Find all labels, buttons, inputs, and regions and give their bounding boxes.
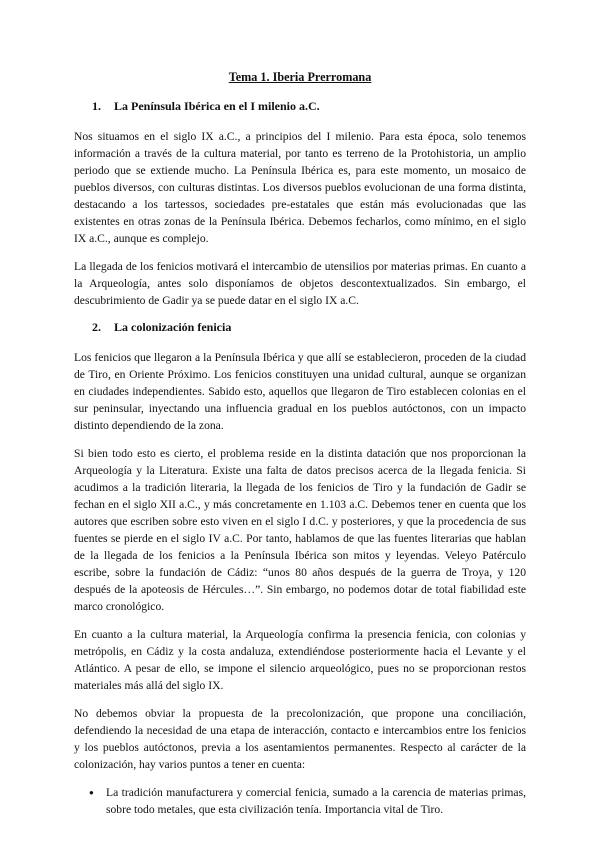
section-heading-text: La colonización fenicia — [114, 320, 232, 334]
paragraph: La llegada de los fenicios motivará el intercambio de utensilios por materias primas. En cuanto a la Arqueología, antes solo disponíamos de objetos descontextualizados. Sin embargo, el descubrimiento de Gadir ya se puede datar en el siglo IX a.C. — [74, 260, 526, 307]
paragraph: No debemos obviar la propuesta de la precolonización, que propone una conciliación, defendiendo la necesidad de una etapa de interacción, contacto e intercambios entre los fenicios y los pueblos autóctonos, previa a los asentamientos permanentes. Respecto al carácter de la colonización, hay varios puntos a tener en cuenta: — [74, 707, 526, 771]
section-heading-text: La Península Ibérica en el I milenio a.C. — [114, 99, 320, 113]
paragraph: Los fenicios que llegaron a la Península Ibérica y que allí se establecieron, proceden de la ciudad de Tiro, en Oriente Próximo. Los fenicios constituyen una unidad cultural, aunque se organizan en ciudades independientes. Sabido esto, aquellos que llegaron de Tiro establecen colonias en el sur peninsular, inyectando una influencia gradual en los pueblos autóctonos, con un impacto distinto dependiendo de la zona. — [74, 351, 526, 432]
paragraph: Si bien todo esto es cierto, el problema reside en la distinta datación que nos proporcionan la Arqueología y la Literatura. Existe una falta de datos precisos acerca de la llegada fenicia. Si acudimos a la tradición literaria, la llegada de los fenicios de Tiro y la fundación de Gadir se fechan en el siglo XII a.C., y más concretamente en 1.103 a.C. Debemos tener en cuenta que los autores que escriben sobre esto viven en el siglo I d.C. y posteriores, y que la procedencia de sus fuentes se pierde en el siglo IV a.C. Por tanto, hablamos de que las fuentes literarias que hablan de la llegada de los fenicios a la Península Ibérica son mitos y leyendas. Veleyo Patérculo escribe, sobre la fundación de Cádiz: “unos 80 años después de la guerra de Troya, y 120 después de la apoteosis de Hércules…”. Sin embargo, no podemos dotar de total fiabilidad este marco cronológico. — [74, 447, 526, 613]
paragraph: Nos situamos en el siglo IX a.C., a principios del I milenio. Para esta época, solo tenemos información a través de la cultura material, por tanto es terreno de la Protohistoria, un amplio periodo que se extiende mucho. La Península Ibérica es, para este momento, un mosaico de pueblos diversos, con culturas distintas. Los diversos pueblos evolucionan de una forma distinta, destacando a los tartessos, sociedades pre-estatales que están más evolucionadas que las existentes en otras zonas de la Península Ibérica. Debemos fecharlos, como mínimo, en el siglo IX a.C., aunque es complejo. — [74, 130, 526, 245]
bullet-list — [74, 784, 526, 818]
section-heading-2 — [92, 320, 526, 335]
bullet-item: ● La tradición manufacturera y comercial fenicia, sumado a la carencia de materias primas, sobre todo metales, que esta civilización tenía. Importancia vital de Tiro. — [106, 784, 526, 818]
section-number: 1. — [92, 99, 101, 113]
paragraph: En cuanto a la cultura material, la Arqueología confirma la presencia fenicia, con colonias y metrópolis, en Cádiz y la costa andaluza, extendiéndose posteriormente hacia el Levante y el Atlántico. A pesar de ello, se impone el silencio arqueológico, pues no se proporcionan restos materiales más allá del siglo IX. — [74, 628, 526, 692]
document-title: Tema 1. Iberia Prerromana — [228, 70, 372, 84]
section-heading-1 — [92, 99, 526, 114]
section-number: 2. — [92, 320, 101, 334]
